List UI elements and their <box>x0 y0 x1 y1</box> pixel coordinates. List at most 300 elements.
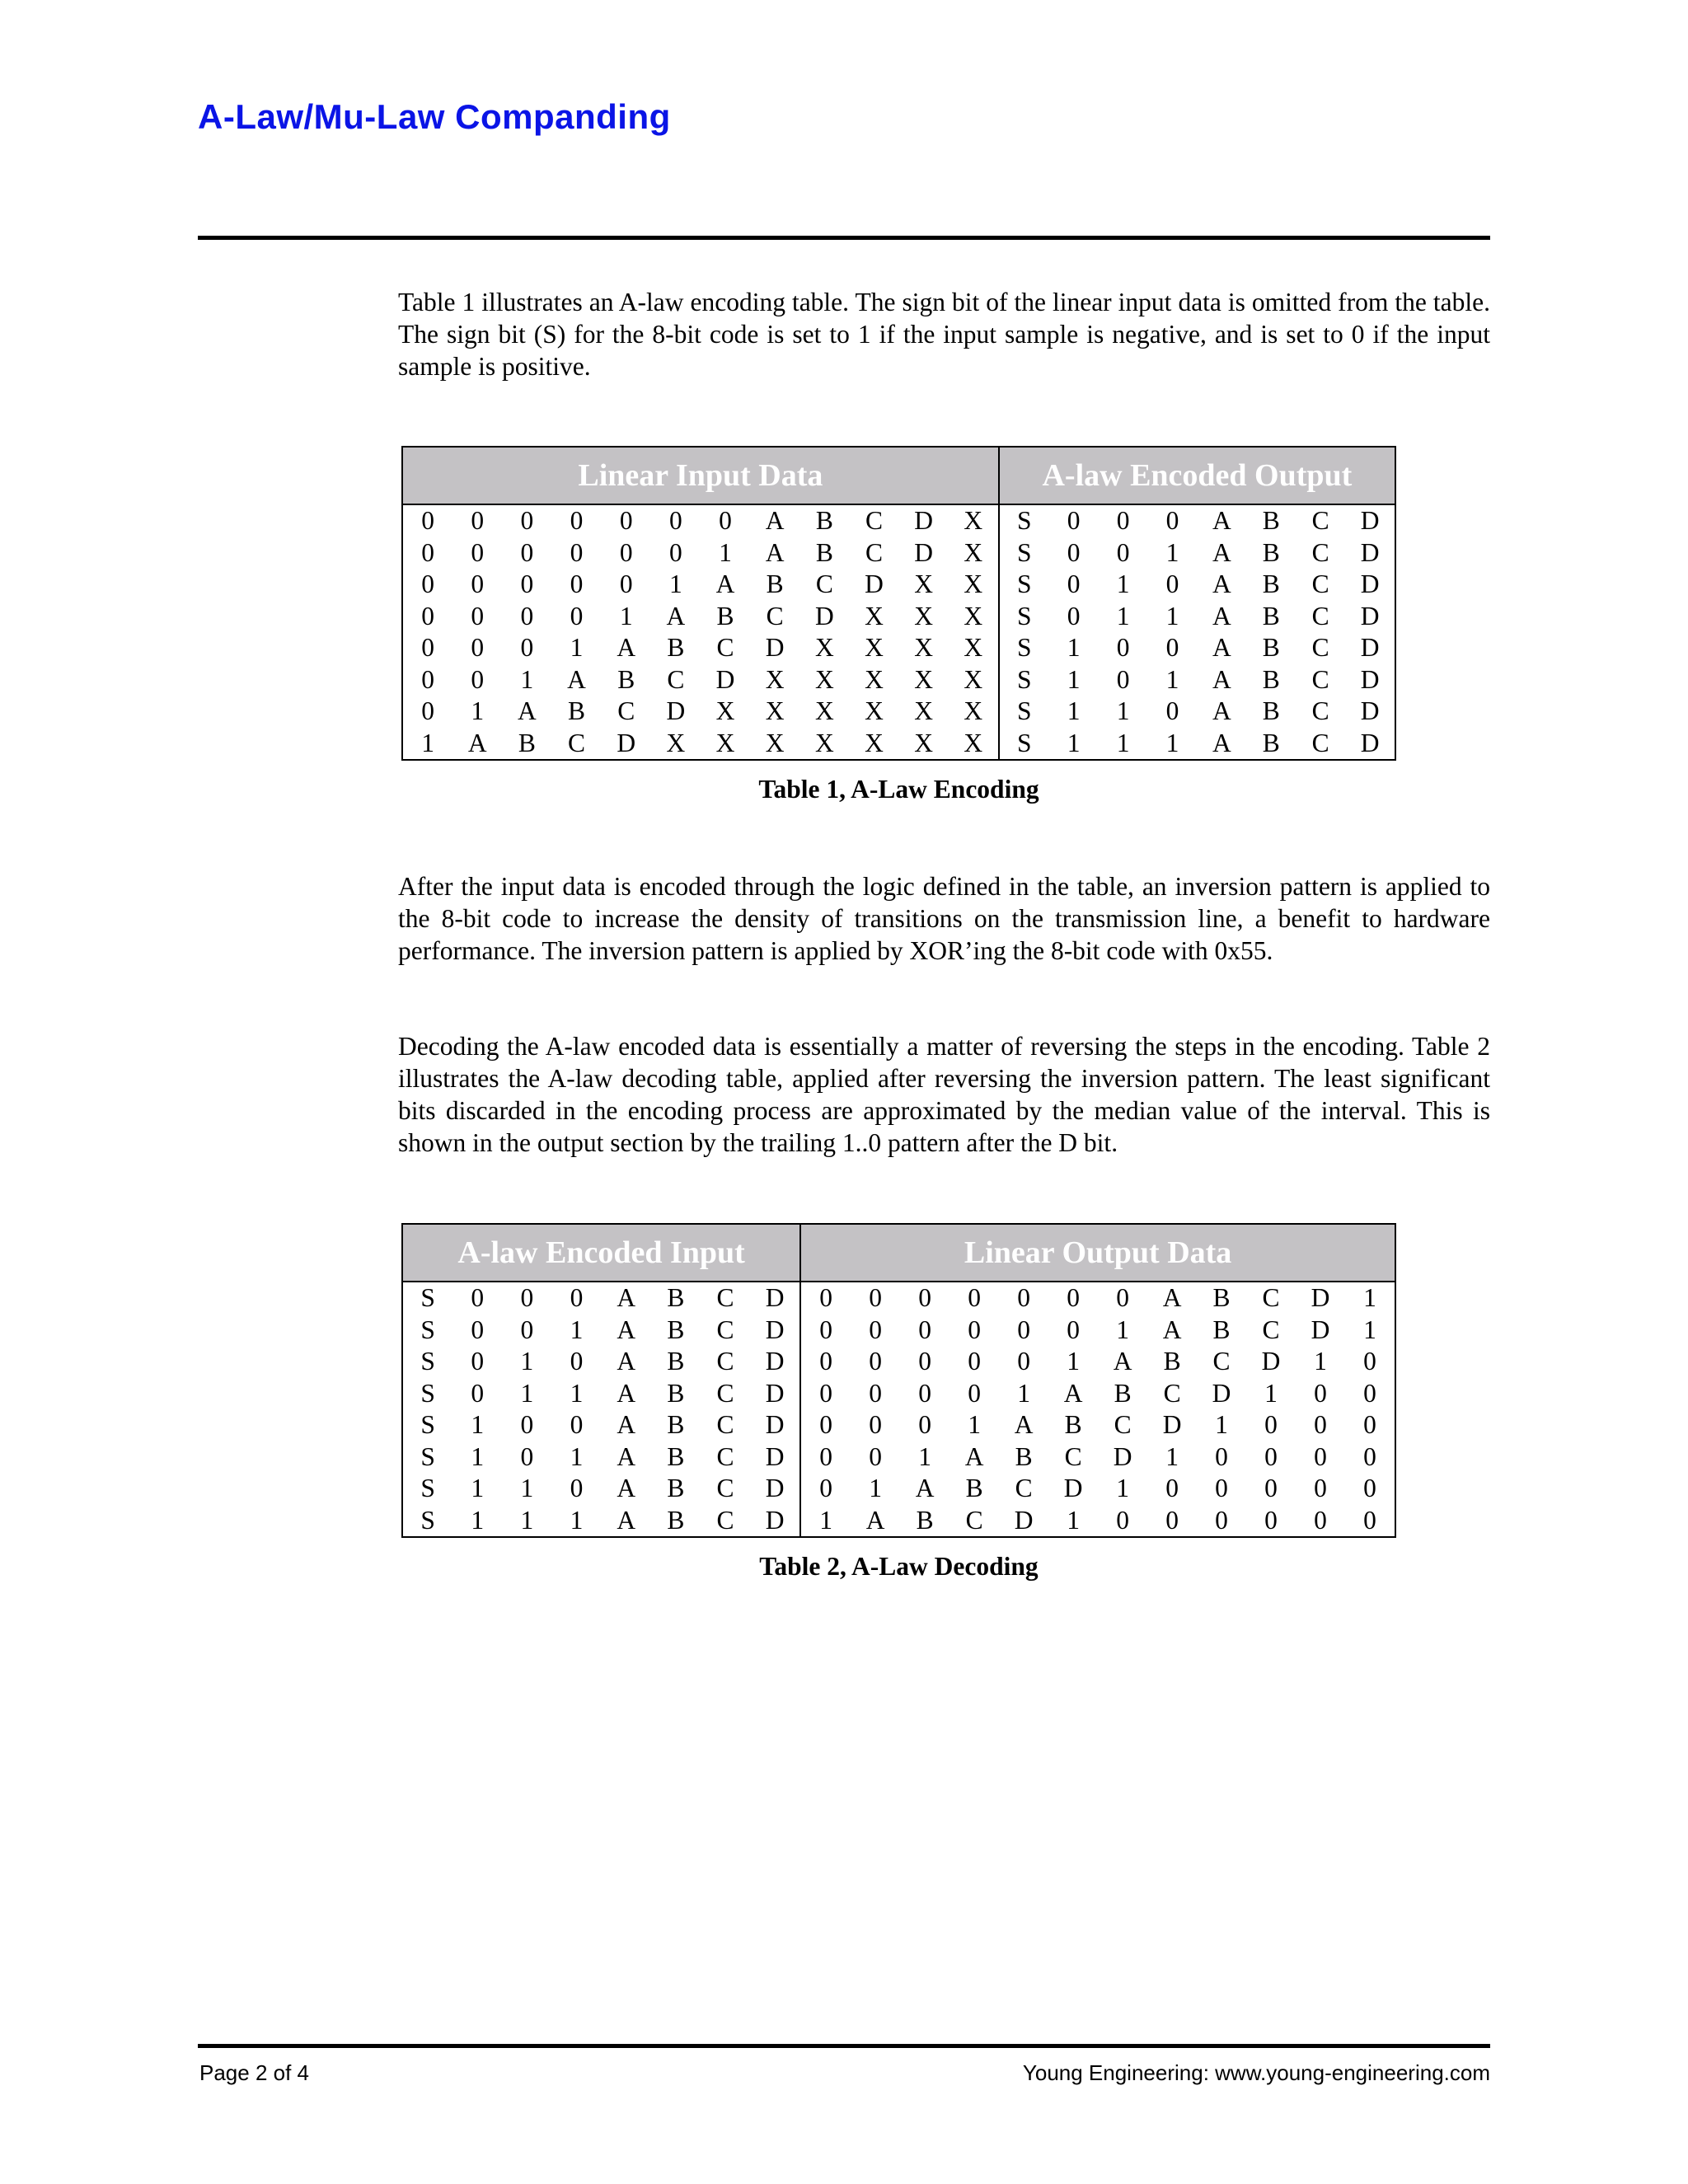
bit-cell: 1 <box>1116 601 1130 630</box>
bit-cell: C <box>617 696 635 726</box>
bit-cell: 1 <box>1215 1410 1228 1440</box>
bit-cell: 0 <box>918 1410 932 1440</box>
bit-cell: 0 <box>570 506 584 536</box>
bit-cell: 0 <box>520 1410 534 1440</box>
bit-cell: C <box>1311 728 1329 757</box>
bit-cell: 1 <box>1165 537 1179 567</box>
bit-cell: C <box>716 1410 734 1440</box>
bit-cell: A <box>467 728 487 757</box>
bit-cell: A <box>1212 569 1231 599</box>
table1-left-body <box>403 505 998 759</box>
bit-cell: C <box>716 1378 734 1408</box>
bit-cell: 0 <box>1314 1505 1327 1535</box>
bit-cell: B <box>916 1505 934 1535</box>
bit-cell: S <box>1016 696 1032 726</box>
bit-cell: D <box>1360 569 1380 599</box>
bit-cell: X <box>814 664 834 694</box>
bit-cell: 0 <box>968 1315 981 1344</box>
bit-cell: 0 <box>1165 569 1179 599</box>
bit-cell: 0 <box>819 1378 833 1408</box>
table-row <box>1000 569 1395 601</box>
bit-cell: A <box>1014 1410 1034 1440</box>
bit-cell: D <box>765 1283 785 1313</box>
bit-cell: C <box>1064 1441 1082 1471</box>
bit-cell: 1 <box>1116 728 1130 757</box>
bit-cell: 1 <box>1116 569 1130 599</box>
bit-cell: B <box>1163 1347 1181 1376</box>
bit-cell: B <box>667 1410 685 1440</box>
bit-cell: 0 <box>570 1474 584 1503</box>
table1-right-header: A-law Encoded Output <box>998 448 1395 504</box>
bit-cell: 0 <box>421 601 434 630</box>
bit-cell: 0 <box>471 601 485 630</box>
bit-cell: B <box>1262 601 1280 630</box>
bit-cell: C <box>568 728 586 757</box>
bit-cell: 1 <box>520 1347 534 1376</box>
bit-cell: S <box>420 1315 435 1344</box>
bit-cell: C <box>1311 601 1329 630</box>
bit-cell: C <box>716 633 734 663</box>
bit-cell: 1 <box>1017 1378 1030 1408</box>
bit-cell: A <box>1212 664 1231 694</box>
bit-cell: 0 <box>869 1315 883 1344</box>
bit-cell: 0 <box>1116 633 1130 663</box>
bit-cell: C <box>1212 1347 1231 1376</box>
bit-cell: 0 <box>968 1378 981 1408</box>
bit-cell: 1 <box>570 1378 584 1408</box>
table-row <box>801 1282 1395 1315</box>
bit-cell: 1 <box>1067 696 1081 726</box>
bit-cell: B <box>965 1474 983 1503</box>
bit-cell: C <box>1311 696 1329 726</box>
bit-cell: 0 <box>1067 506 1081 536</box>
bit-cell: D <box>617 728 636 757</box>
bit-cell: X <box>715 696 735 726</box>
bit-cell: 0 <box>1165 506 1179 536</box>
bit-cell: C <box>1311 664 1329 694</box>
bit-cell: 0 <box>869 1410 883 1440</box>
bit-cell: 0 <box>1314 1410 1327 1440</box>
table2-left-header: A-law Encoded Input <box>457 1235 745 1270</box>
bit-cell: 1 <box>1116 696 1130 726</box>
table-row <box>801 1409 1395 1441</box>
bit-cell: X <box>765 664 785 694</box>
bit-cell: 1 <box>1067 633 1081 663</box>
bit-cell: X <box>964 728 983 757</box>
bit-cell: D <box>765 1505 785 1535</box>
bit-cell: X <box>964 537 983 567</box>
bit-cell: B <box>1114 1378 1132 1408</box>
bit-cell: D <box>1360 696 1380 726</box>
bit-cell: D <box>1360 506 1380 536</box>
table-row <box>1000 696 1395 728</box>
bit-cell: A <box>865 1505 885 1535</box>
table2-right-body <box>799 1282 1395 1536</box>
bit-cell: 1 <box>1067 728 1081 757</box>
bit-cell: 0 <box>1363 1474 1376 1503</box>
bit-cell: 0 <box>1165 1474 1179 1503</box>
bit-cell: 0 <box>1067 601 1081 630</box>
bit-cell: 0 <box>520 506 534 536</box>
bit-cell: D <box>1113 1441 1132 1471</box>
bit-cell: C <box>1311 506 1329 536</box>
bit-cell: S <box>420 1347 435 1376</box>
bit-cell: A <box>617 1505 636 1535</box>
bit-cell: 0 <box>421 537 434 567</box>
bit-cell: X <box>814 696 834 726</box>
table-row <box>403 664 998 696</box>
bit-cell: 0 <box>1264 1441 1278 1471</box>
bit-cell: B <box>766 569 784 599</box>
bit-cell: B <box>568 696 586 726</box>
bit-cell: X <box>964 601 983 630</box>
bit-cell: 0 <box>869 1378 883 1408</box>
bit-cell: 1 <box>668 569 682 599</box>
bit-cell: S <box>420 1441 435 1471</box>
bit-cell: B <box>518 728 536 757</box>
bit-cell: D <box>666 696 686 726</box>
bit-cell: 0 <box>819 1347 833 1376</box>
bit-cell: B <box>1064 1410 1082 1440</box>
bit-cell: B <box>1015 1441 1033 1471</box>
bit-cell: 1 <box>918 1441 932 1471</box>
bit-cell: B <box>667 1505 685 1535</box>
table-row <box>1000 601 1395 633</box>
alaw-encoding-table <box>401 446 1396 761</box>
table2-caption: Table 2, A-Law Decoding <box>759 1552 1039 1581</box>
bit-cell: 0 <box>619 569 633 599</box>
bit-cell: D <box>765 1315 785 1344</box>
footer-divider <box>198 2044 1490 2048</box>
bit-cell: 0 <box>421 569 434 599</box>
bit-cell: 0 <box>1264 1505 1278 1535</box>
table-row <box>403 537 998 569</box>
bit-cell: 0 <box>869 1441 883 1471</box>
bit-cell: C <box>716 1505 734 1535</box>
bit-cell: A <box>915 1474 935 1503</box>
bit-cell: A <box>1212 696 1231 726</box>
table1-caption: Table 1, A-Law Encoding <box>758 775 1039 804</box>
table1-left-header: Linear Input Data <box>578 458 823 493</box>
bit-cell: 0 <box>869 1283 883 1313</box>
bit-cell: S <box>420 1410 435 1440</box>
bit-cell: C <box>716 1315 734 1344</box>
bit-cell: 1 <box>1116 1474 1129 1503</box>
bit-cell: 0 <box>471 1378 485 1408</box>
bit-cell: 0 <box>1017 1315 1030 1344</box>
bit-cell: 0 <box>1363 1410 1376 1440</box>
table-row <box>403 1505 799 1537</box>
bit-cell: C <box>1311 537 1329 567</box>
bit-cell: X <box>765 696 785 726</box>
bit-cell: C <box>1163 1378 1181 1408</box>
bit-cell: 0 <box>1116 537 1130 567</box>
bit-cell: D <box>765 1347 785 1376</box>
bit-cell: X <box>814 728 834 757</box>
bit-cell: D <box>1360 664 1380 694</box>
bit-cell: 0 <box>570 1410 584 1440</box>
table-row <box>1000 505 1395 537</box>
footer-website: Young Engineering: www.young-engineering.com <box>1022 2060 1490 2085</box>
bit-cell: 0 <box>968 1347 981 1376</box>
bit-cell: A <box>1212 601 1231 630</box>
bit-cell: 0 <box>1116 1283 1129 1313</box>
bit-cell: D <box>765 1474 785 1503</box>
bit-cell: S <box>420 1474 435 1503</box>
bit-cell: 0 <box>819 1410 833 1440</box>
bit-cell: X <box>964 664 983 694</box>
bit-cell: A <box>1212 537 1231 567</box>
bit-cell: C <box>1015 1474 1033 1503</box>
bit-cell: 1 <box>1165 1441 1179 1471</box>
bit-cell: A <box>617 1315 636 1344</box>
bit-cell: A <box>617 1378 636 1408</box>
bit-cell: B <box>1262 728 1280 757</box>
bit-cell: 0 <box>819 1315 833 1344</box>
bit-cell: 0 <box>1067 537 1081 567</box>
bit-cell: D <box>765 1441 785 1471</box>
bit-cell: A <box>765 506 785 536</box>
bit-cell: 1 <box>570 1505 584 1535</box>
bit-cell: 1 <box>570 1315 584 1344</box>
bit-cell: 0 <box>1116 1505 1129 1535</box>
bit-cell: D <box>814 601 834 630</box>
bit-cell: 0 <box>570 537 584 567</box>
bit-cell: 0 <box>1314 1441 1327 1471</box>
bit-cell: 0 <box>570 1283 584 1313</box>
bit-cell: D <box>1063 1474 1083 1503</box>
bit-cell: 1 <box>471 1410 485 1440</box>
bit-cell: C <box>865 506 883 536</box>
table-row <box>403 505 998 537</box>
bit-cell: A <box>617 1410 636 1440</box>
bit-cell: 0 <box>520 1315 534 1344</box>
bit-cell: S <box>1016 633 1032 663</box>
bit-cell: X <box>964 633 983 663</box>
bit-cell: 0 <box>1165 696 1179 726</box>
bit-cell: 0 <box>819 1474 833 1503</box>
bit-cell: 0 <box>421 664 434 694</box>
table-row <box>1000 537 1395 569</box>
intro-paragraph: Table 1 illustrates an A-law encoding table. The sign bit of the linear input data is omitted from the table. The sign bit (S) for the 8-bit code is set to 1 if the input sample is negative, and is set to 0 if the input sample is positive. <box>398 288 1490 381</box>
page-title: A-Law/Mu-Law Companding <box>198 97 671 136</box>
bit-cell: 0 <box>1116 506 1130 536</box>
table1-right-body <box>998 505 1395 759</box>
bit-cell: D <box>1360 633 1380 663</box>
bit-cell: 0 <box>619 537 633 567</box>
bit-cell: X <box>914 569 934 599</box>
bit-cell: 1 <box>869 1474 883 1503</box>
bit-cell: D <box>1162 1410 1182 1440</box>
table-row <box>801 1473 1395 1505</box>
bit-cell: 1 <box>570 633 584 663</box>
page-number: Page 2 of 4 <box>199 2060 309 2085</box>
bit-cell: S <box>1016 664 1032 694</box>
bit-cell: B <box>1262 696 1280 726</box>
bit-cell: C <box>1262 1283 1280 1313</box>
bit-cell: B <box>1262 633 1280 663</box>
bit-cell: 0 <box>968 1283 981 1313</box>
table-row <box>403 1409 799 1441</box>
bit-cell: B <box>667 1474 685 1503</box>
bit-cell: C <box>716 1441 734 1471</box>
bit-cell: B <box>667 1283 685 1313</box>
bit-cell: 0 <box>1067 1315 1080 1344</box>
table-row <box>1000 632 1395 664</box>
table-row <box>403 632 998 664</box>
bit-cell: X <box>865 696 884 726</box>
bit-cell: X <box>865 664 884 694</box>
bit-cell: A <box>617 1474 636 1503</box>
bit-cell: 0 <box>619 506 633 536</box>
bit-cell: 1 <box>471 1505 485 1535</box>
bit-cell: 1 <box>719 537 732 567</box>
table-row <box>403 728 998 760</box>
bit-cell: 0 <box>719 506 732 536</box>
header-divider <box>198 236 1490 240</box>
bit-cell: X <box>865 601 884 630</box>
bit-cell: B <box>1212 1283 1231 1313</box>
bit-cell: 0 <box>520 569 534 599</box>
bit-cell: 1 <box>1067 1505 1080 1535</box>
bit-cell: 0 <box>471 537 485 567</box>
bit-cell: 0 <box>471 506 485 536</box>
bit-cell: 0 <box>668 537 682 567</box>
bit-cell: C <box>815 569 833 599</box>
bit-cell: A <box>617 1283 636 1313</box>
bit-cell: 0 <box>1215 1505 1228 1535</box>
bit-cell: A <box>1162 1315 1182 1344</box>
bit-cell: 0 <box>918 1378 932 1408</box>
bit-cell: C <box>1262 1315 1280 1344</box>
alaw-decoding-table <box>401 1223 1396 1538</box>
bit-cell: 0 <box>520 601 534 630</box>
bit-cell: 0 <box>1165 633 1179 663</box>
bit-cell: D <box>1311 1283 1330 1313</box>
bit-cell: D <box>715 664 735 694</box>
table-row <box>403 1282 799 1315</box>
bit-cell: C <box>716 1283 734 1313</box>
bit-cell: 0 <box>471 569 485 599</box>
bit-cell: C <box>716 1474 734 1503</box>
bit-cell: 0 <box>1067 1283 1080 1313</box>
bit-cell: X <box>914 696 934 726</box>
bit-cell: 0 <box>1017 1283 1030 1313</box>
bit-cell: B <box>667 1441 685 1471</box>
bit-cell: D <box>765 1410 785 1440</box>
bit-cell: A <box>617 633 636 663</box>
bit-cell: S <box>1016 537 1032 567</box>
bit-cell: C <box>667 664 685 694</box>
bit-cell: 0 <box>1363 1378 1376 1408</box>
bit-cell: 0 <box>471 633 485 663</box>
bit-cell: X <box>765 728 785 757</box>
bit-cell: D <box>1360 728 1380 757</box>
bit-cell: 1 <box>968 1410 981 1440</box>
bit-cell: 0 <box>471 1347 485 1376</box>
bit-cell: S <box>1016 569 1032 599</box>
table-row <box>1000 728 1395 760</box>
bit-cell: 1 <box>1363 1315 1376 1344</box>
bit-cell: 1 <box>570 1441 584 1471</box>
bit-cell: B <box>1212 1315 1231 1344</box>
bit-cell: 1 <box>1264 1378 1278 1408</box>
bit-cell: B <box>1262 506 1280 536</box>
bit-cell: 0 <box>520 537 534 567</box>
table-row <box>403 601 998 633</box>
bit-cell: B <box>1262 569 1280 599</box>
bit-cell: 0 <box>918 1283 932 1313</box>
bit-cell: 0 <box>1314 1378 1327 1408</box>
bit-cell: 0 <box>570 569 584 599</box>
bit-cell: 0 <box>471 1283 485 1313</box>
bit-cell: 1 <box>819 1505 833 1535</box>
table-row <box>801 1315 1395 1347</box>
bit-cell: D <box>1212 1378 1231 1408</box>
bit-cell: 1 <box>619 601 633 630</box>
bit-cell: C <box>865 537 883 567</box>
bit-cell: 0 <box>1067 569 1081 599</box>
bit-cell: 1 <box>1314 1347 1327 1376</box>
bit-cell: 0 <box>1116 664 1130 694</box>
inversion-paragraph: After the input data is encoded through the logic defined in the table, an inversion pattern is applied to the 8-bit code to increase the density of transitions on the transmission line, a benefit to hardware performance. The inversion pattern is applied by XOR’ing the 8-bit code with 0x55. <box>398 872 1490 965</box>
bit-cell: B <box>667 633 685 663</box>
bit-cell: A <box>1113 1347 1132 1376</box>
bit-cell: S <box>1016 506 1032 536</box>
bit-cell: 0 <box>570 601 584 630</box>
bit-cell: 0 <box>918 1347 932 1376</box>
bit-cell: A <box>964 1441 984 1471</box>
bit-cell: 0 <box>1215 1441 1228 1471</box>
bit-cell: B <box>667 1378 685 1408</box>
table-row <box>801 1505 1395 1537</box>
bit-cell: 0 <box>520 1441 534 1471</box>
bit-cell: 1 <box>520 1505 534 1535</box>
bit-cell: A <box>1162 1283 1182 1313</box>
bit-cell: X <box>914 633 934 663</box>
bit-cell: B <box>1262 664 1280 694</box>
bit-cell: D <box>1261 1347 1281 1376</box>
bit-cell: A <box>666 601 686 630</box>
bit-cell: X <box>715 728 735 757</box>
bit-cell: A <box>518 696 537 726</box>
bit-cell: X <box>964 506 983 536</box>
bit-cell: 0 <box>1363 1347 1376 1376</box>
bit-cell: D <box>765 633 785 663</box>
bit-cell: 1 <box>421 728 434 757</box>
table-row <box>403 1473 799 1505</box>
bit-cell: 1 <box>1067 664 1081 694</box>
bit-cell: 0 <box>471 664 485 694</box>
bit-cell: D <box>914 506 934 536</box>
bit-cell: 0 <box>1215 1474 1228 1503</box>
bit-cell: 1 <box>1067 1347 1080 1376</box>
bit-cell: 1 <box>520 1378 534 1408</box>
bit-cell: 0 <box>570 1347 584 1376</box>
bit-cell: D <box>1360 537 1380 567</box>
bit-cell: 1 <box>520 1474 534 1503</box>
bit-cell: 1 <box>520 664 534 694</box>
bit-cell: C <box>766 601 784 630</box>
bit-cell: B <box>815 537 833 567</box>
bit-cell: 1 <box>1165 601 1179 630</box>
bit-cell: S <box>420 1283 435 1313</box>
bit-cell: S <box>420 1378 435 1408</box>
table-row <box>801 1441 1395 1474</box>
bit-cell: 0 <box>1264 1410 1278 1440</box>
bit-cell: 1 <box>471 1474 485 1503</box>
bit-cell: D <box>765 1378 785 1408</box>
